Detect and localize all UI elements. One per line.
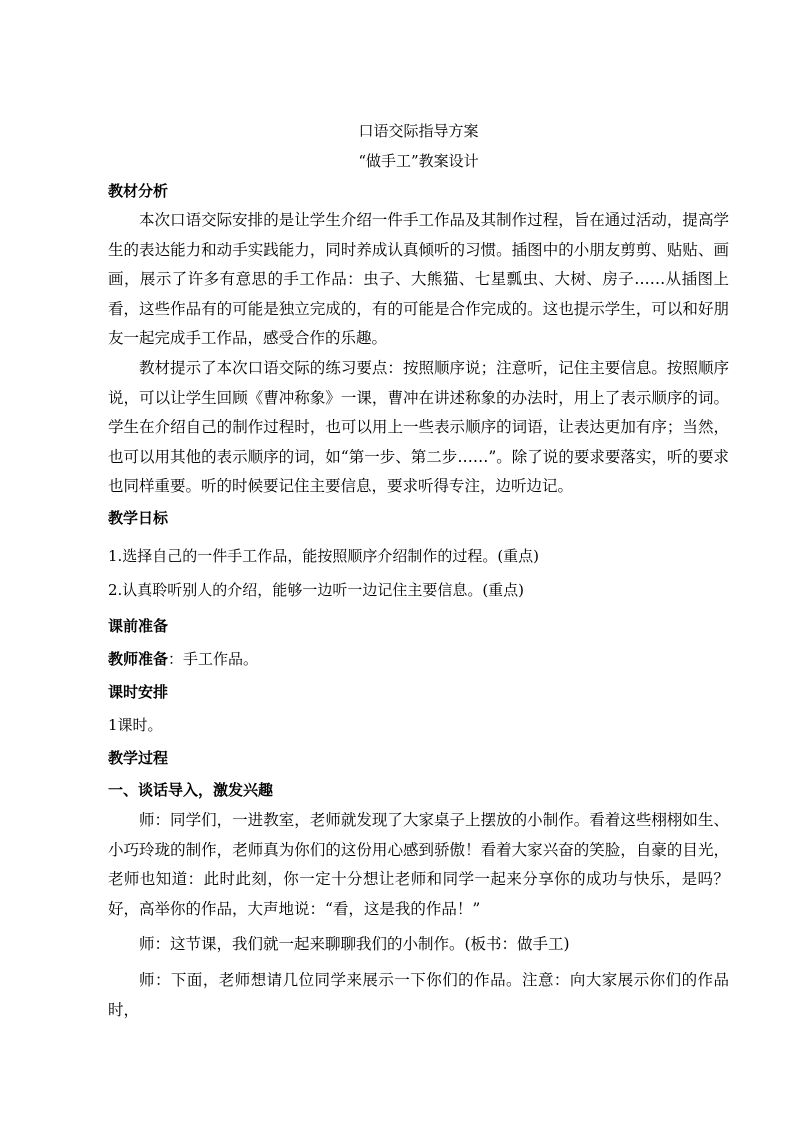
section-heading-preparation: 课前准备: [108, 616, 169, 635]
document-title: 口语交际指导方案: [358, 122, 479, 140]
preparation-teacher-value: ：手工作品。: [168, 649, 259, 668]
section-heading-process: 教学过程: [108, 748, 169, 767]
paragraph-process-2: 师：这节课，我们就一起来聊聊我们的小制作。(板书：做手工): [139, 935, 570, 954]
process-step-1-heading: 一、谈话导入，激发兴趣: [108, 780, 274, 799]
preparation-teacher-line: [108, 642, 729, 676]
paragraph-process-3: 师：下面，老师想请几位同学来展示一下你们的作品。注意：向大家展示你们的作品时，: [108, 970, 729, 1019]
paragraph-textbook-analysis-2: 教材提示了本次口语交际的练习要点：按照顺序说；注意听，记住主要信息。按照顺序说，可以让学生回顾《曹冲称象》一课，曹冲在讲述称象的办法时，用上了表示顺序的词。学生在介绍自己的制作过程时，也可以用上一些表示顺序的词语，让表达更加有序；当然，也可以用其他的表示顺序的词，如“第一步、第二步……”。除了说的要求要落实，听的要求也同样重要。听的时候要记住主要信息，要求听得专注，边听边记。: [108, 358, 729, 496]
section-heading-schedule: 课时安排: [108, 682, 169, 701]
section-heading-objectives: 教学日标: [108, 508, 169, 527]
objective-item-1: 1.选择自己的一件手工作品，能按照顺序介绍制作的过程。(重点): [108, 546, 540, 565]
document-subtitle: “做手工”教案设计: [358, 152, 479, 170]
paragraph-process-1: 师：同学们，一进教室，老师就发现了大家桌子上摆放的小制作。看着这些栩栩如生、小巧玲珑的制作，老师真为你们的这份用心感到骄傲！看着大家兴奋的笑脸，自豪的目光，老师也知道：此时此刻，你一定十分想让老师和同学一起来分享你的成功与快乐，是吗？好，高举你的作品，大声地说：“看，这是我的作品！”: [108, 810, 729, 918]
preparation-teacher-label: 教师准备: [108, 649, 169, 668]
document-page: [108, 114, 729, 1025]
schedule-value: 1课时。: [108, 715, 163, 734]
paragraph-textbook-analysis-1: 本次口语交际安排的是让学生介绍一件手工作品及其制作过程，旨在通过活动，提高学生的表达能力和动手实践能力，同时养成认真倾听的习惯。插图中的小朋友剪剪、贴贴、画画，展示了许多有意思的手工作品：虫子、大熊猫、七星瓢虫、大树、房子……从插图上看，这些作品有的可能是独立完成的，有的可能是合作完成的。这也提示学生，可以和好朋友一起完成手工作品，感受合作的乐趣。: [108, 211, 729, 348]
objective-item-2: 2.认真聆听别人的介绍，能够一边听一边记住主要信息。(重点): [108, 580, 525, 599]
section-heading-textbook-analysis: 教材分析: [108, 182, 169, 200]
